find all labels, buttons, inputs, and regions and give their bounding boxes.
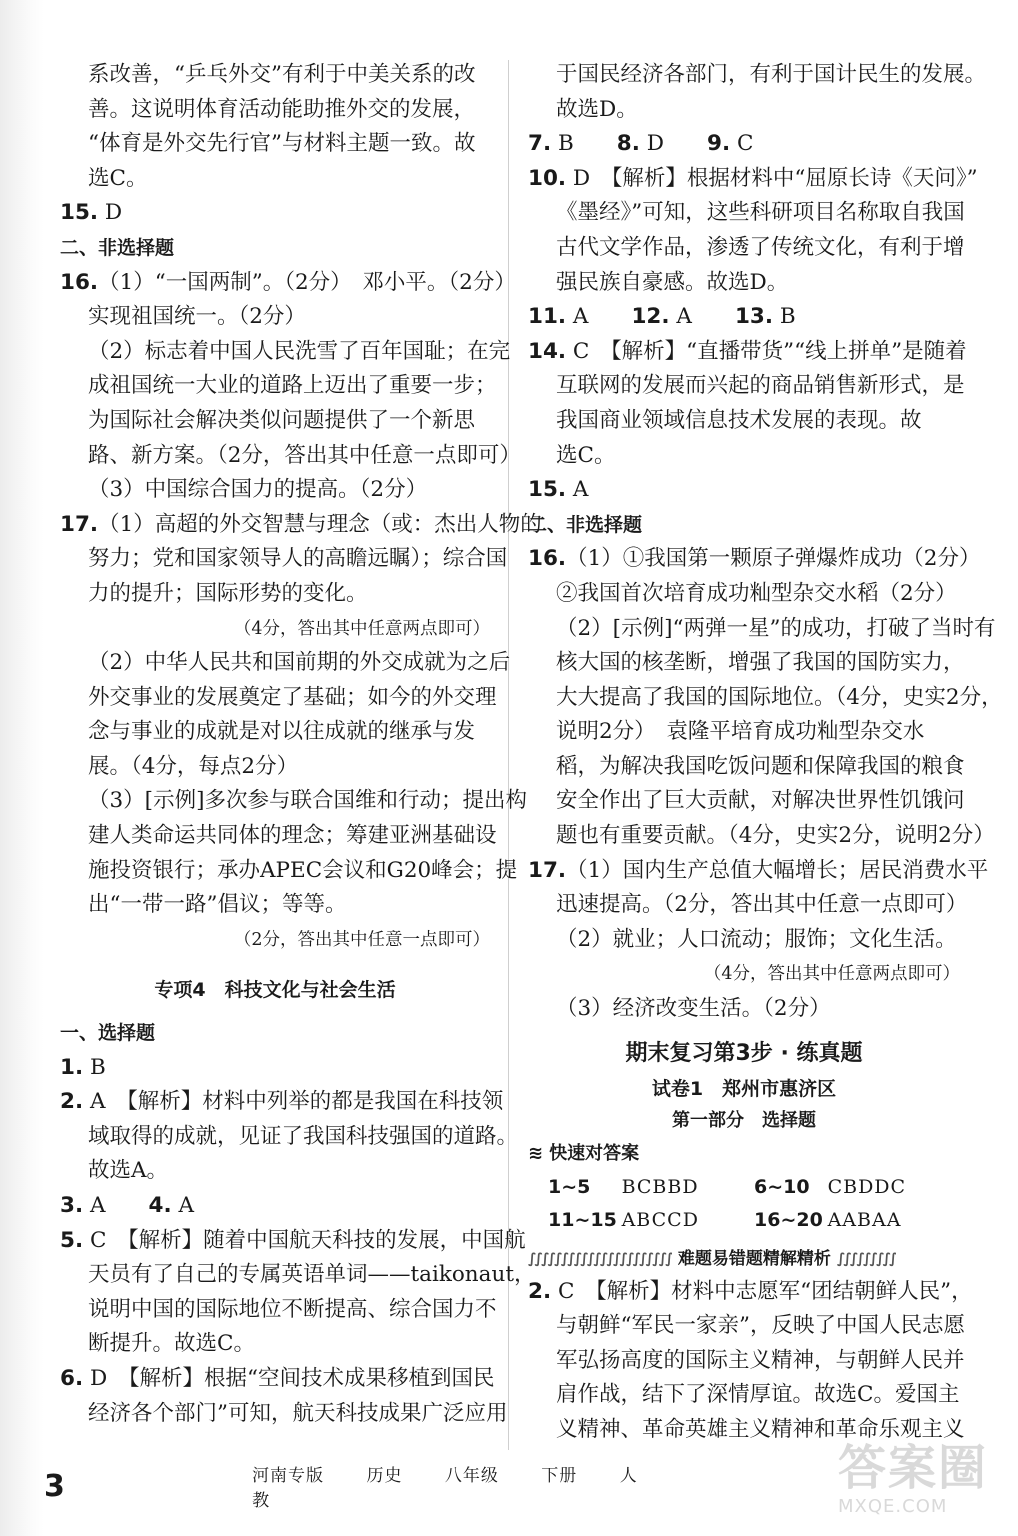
text-line [60,1327,490,1362]
text-line [60,162,490,197]
text-line [528,369,965,404]
text-line [528,577,960,612]
decorative-wave-left-icon: ∫∫∫∫∫∫∫∫∫∫∫∫∫∫∫∫∫∫∫∫∫∫ [528,1250,672,1267]
text-line [528,266,960,301]
line-text: 成祖国统一大业的道路上迈出了重要一步； [88,373,497,399]
answer-range: 16~20 [754,1208,823,1231]
text-line [528,58,987,93]
left-answer-lines [60,58,542,957]
book-meta [252,1461,664,1511]
text-line [528,646,965,681]
publisher-label: 人教 [252,1466,638,1511]
line-text: 天员有了自己的专属英语单词——taikonaut， [88,1262,536,1288]
line-text: （1）国内生产总值大幅增长；居民消费水平 [566,857,989,883]
watermark-logo: 答案圈 [838,1440,989,1496]
text-line [60,473,490,508]
text-line [60,577,490,612]
text-line [528,888,968,923]
text-line [528,1275,973,1310]
volume-label: 下册 [541,1466,578,1486]
text-line [60,335,511,370]
text-line [528,231,965,266]
line-text: 断提升。故选C。 [88,1331,255,1357]
text-line [60,508,542,543]
question-number: 3. [60,1193,84,1218]
text-line [60,231,490,266]
text-line [60,369,497,404]
text-line [60,1224,526,1259]
line-text: 域取得的成就，见证了我国科技强国的道路。 [88,1123,519,1149]
text-line [60,266,516,301]
line-text: 实现祖国统一。（2分） [88,304,306,330]
text-line [528,715,960,750]
line-text: D 【解析】根据材料中“屈原长诗《天问》” [566,165,978,191]
line-text: B [83,1054,106,1080]
text-line [60,681,497,716]
text-line [528,923,960,958]
text-line [528,300,960,335]
line-text: B [773,304,796,330]
text-line [60,127,490,162]
subject-label: 历史 [366,1466,403,1486]
text-line [528,784,965,819]
line-text: （3）中国综合国力的提高。（2分） [88,477,428,503]
line-text: 肩作战，结下了深情厚谊。故选C。爱国主 [556,1382,960,1408]
line-text: A [171,1193,195,1218]
line-text: 与朝鲜“军民一家亲”，反映了中国人民志愿 [556,1313,965,1339]
answer-letters: AABAA [827,1208,902,1231]
line-text: （2）[示例]“两弹一星”的成功，打破了当时有 [556,615,996,641]
text-line [60,1362,495,1397]
line-text: 善。这说明体育活动能助推外交的发展， [88,96,476,122]
line-text: （4分，答出其中任意两点即可） [703,964,960,985]
line-text: D [98,200,123,226]
line-text: 说明中国的国际地位不断提高、综合国力不 [88,1296,497,1322]
text-line [528,750,965,785]
line-text: 力的提升；国际形势的变化。 [88,580,368,606]
quick-answer-header [528,1137,960,1171]
line-text: （4分，答出其中任意两点即可） [233,618,490,639]
text-line [60,439,521,474]
line-text: （3）经济改变生活。（2分） [556,996,831,1022]
text-line [60,1293,497,1328]
answer-letters: BCBBD [621,1175,699,1198]
text-line [60,196,490,231]
question-number: 2. [60,1089,84,1115]
line-text: 展。（4分，每点2分） [88,753,299,779]
line-text: D [639,131,707,157]
line-text: 核大国的核垄断，增强了我国的国防实力， [556,650,965,676]
text-line [528,681,1003,716]
line-text: 选C。 [556,442,616,468]
line-text: C [730,131,754,157]
final-review-title: 期末复习第3步 · 练真题 [625,1040,863,1066]
text-line [60,1016,490,1051]
line-text: 二、非选择题 [528,513,643,536]
line-text: “体育是外交先行官”与材料主题一致。故 [88,131,476,157]
text-line [528,1309,965,1344]
answer-letters: CBDDC [827,1175,907,1198]
text-line [60,1085,504,1120]
line-text: 出“一带一路”倡议；等等。 [88,892,347,918]
line-text: （2）就业；人口流动；服饰；文化生活。 [556,926,957,952]
line-text: 《墨经》”可知，这些科研项目名称取自我国 [556,200,965,226]
page-number: 3 [44,1468,65,1504]
line-text: A [566,304,632,330]
text-line [528,162,978,197]
line-text: 于国民经济各部门，有利于国计民生的发展。 [556,62,987,87]
grade-label: 八年级 [444,1466,499,1486]
text-line [60,612,490,647]
answer-key-table [528,1171,960,1237]
question-number: 1. [60,1054,84,1080]
text-line [528,439,960,474]
question-number: 16. [60,269,99,295]
hard-question-label: 难题易错题精解精析 [677,1248,831,1269]
question-number: 14. [528,338,567,364]
question-number: 17. [60,511,99,537]
answer-row [528,1204,960,1237]
answer-letters: ABCCD [621,1208,699,1231]
line-text: D 【解析】根据“空间技术成果移植到国民 [83,1365,495,1391]
watermark-url: MXQE.COM [838,1496,948,1517]
question-number: 12. [631,304,670,330]
question-number: 15. [528,477,567,503]
line-text: （3）[示例]多次参与联合国维和行动；提出构 [88,788,527,814]
special-topic-lines [60,1016,536,1431]
quick-answer-label: 快速对答案 [549,1142,640,1164]
line-text: （2分，答出其中任意一点即可） [233,929,490,950]
text-line [60,404,490,439]
answer-range: 1~5 [548,1175,591,1198]
line-text: 建人类命运共同体的理念；筹建亚洲基础设 [88,823,497,849]
line-text: 说明2分） 袁隆平培育成功籼型杂交水 [556,719,925,745]
line-text: 故选D。 [556,96,638,122]
line-text: A [83,1193,149,1218]
text-line [528,473,960,508]
question-number: 11. [528,304,567,330]
line-text: 经济各个部门”可知，航天科技成果广泛应用 [88,1400,508,1426]
text-line [528,508,960,543]
text-line [528,404,960,439]
line-text: （2）中华人民共和国前期的外交成就为之后 [88,650,511,676]
line-text: 稻，为解决我国吃饭问题和保障我国的粮食 [556,753,965,779]
line-text: （1）高超的外交智慧与理念（或：杰出人物的 [98,511,542,537]
text-line [60,1189,490,1224]
answer-row [528,1171,960,1204]
line-text: 选C。 [88,165,148,191]
line-text: （2）标志着中国人民洗雪了百年国耻；在完 [88,338,511,364]
question-number: 10. [528,165,567,191]
page-footer [44,1466,664,1511]
line-text: 我国商业领域信息技术发展的表现。故 [556,407,922,433]
right-column [528,58,1003,1448]
text-line [528,196,965,231]
analysis-lines [528,1275,973,1448]
line-text: 军弘扬高度的国际主义精神，与朝鲜人民并 [556,1347,965,1373]
question-number: 2. [528,1278,552,1304]
text-line [60,646,511,681]
text-line [60,93,490,128]
text-line [60,888,490,923]
question-number: 7. [528,131,552,157]
text-line [528,819,995,854]
part-title: 第一部分 选择题 [672,1109,816,1131]
line-text: B [551,131,617,157]
answer-range: 6~10 [754,1175,810,1198]
line-text: 大大提高了我国的国际地位。（4分，史实2分， [556,684,1003,710]
text-line [60,784,527,819]
text-line [60,923,490,958]
decorative-wave-right-icon: ∫∫∫∫∫∫∫∫∫ [836,1250,896,1267]
text-line [528,335,967,370]
line-text: 题也有重要贡献。（4分，史实2分，说明2分） [556,823,995,849]
question-number: 8. [616,131,640,157]
line-text: 系改善，“乒乓外交”有利于中美关系的改 [88,62,476,87]
text-line [60,715,490,750]
line-text: 外交事业的发展奠定了基础；如今的外交理 [88,684,497,710]
wave-lines-icon: ≋ [528,1142,544,1164]
paper-title: 试卷1 郑州市惠济区 [651,1077,837,1100]
edition-label: 河南专版 [252,1466,325,1486]
text-line [528,1344,965,1379]
line-text: C 【解析】“直播带货”“线上拼单”是随着 [566,338,967,364]
text-line [60,1258,536,1293]
text-line [60,1154,490,1189]
text-line [60,819,497,854]
question-number: 5. [60,1227,84,1253]
question-number: 13. [734,304,774,330]
text-line [60,542,508,577]
text-line [60,1397,508,1432]
question-number: 9. [707,131,731,157]
site-watermark [838,1440,1008,1532]
line-text: ②我国首次培育成功籼型杂交水稻（2分） [556,580,957,606]
text-line [528,612,996,647]
special-topic-title: 专项4 科技文化与社会生活 [154,979,396,1002]
line-text: 互联网的发展而兴起的商品销售新形式，是 [556,373,965,399]
question-number: 4. [148,1193,172,1218]
line-text: A [566,477,589,503]
line-text: C 【解析】随着中国航天科技的发展，中国航 [83,1227,526,1253]
line-text: 故选A。 [88,1158,169,1184]
text-line [528,854,989,889]
question-number: 6. [60,1365,84,1391]
line-text: 二、非选择题 [60,236,175,259]
line-text: 为国际社会解决类似问题提供了一个新思 [88,407,476,433]
text-line [528,127,960,162]
text-line [60,1120,519,1155]
line-text: 念与事业的成就是对以往成就的继承与发 [88,719,476,745]
line-text: 安全作出了巨大贡献，对解决世界性饥饿问 [556,788,965,814]
text-line [528,957,960,992]
line-text: （1）“一国两制”。（2分） 邓小平。（2分） [98,269,516,295]
line-text: 义精神、革命英雄主义精神和革命乐观主义 [556,1417,965,1442]
text-line [528,93,960,128]
text-line [528,1378,960,1413]
line-text: 路、新方案。（2分，答出其中任意一点即可） [88,442,521,468]
text-line [60,58,490,93]
line-text: 施投资银行；承办APEC会议和G20峰会；提 [88,857,518,883]
text-line [60,1051,490,1086]
line-text: （1）①我国第一颗原子弹爆炸成功（2分） [566,546,981,572]
text-line [60,300,490,335]
hard-question-header [528,1243,960,1275]
line-text: 古代文学作品，渗透了传统文化，有利于增 [556,234,965,260]
line-text: 强民族自豪感。故选D。 [556,269,789,295]
question-number: 16. [528,546,567,572]
text-line [528,542,981,577]
line-text: 一、选择题 [60,1022,156,1045]
question-number: 17. [528,857,567,883]
text-line [60,750,490,785]
line-text: 努力；党和国家领导人的高瞻远瞩）；综合国 [88,546,508,572]
line-text: A [669,304,735,330]
text-line [60,854,518,889]
line-text: C 【解析】材料中志愿军“团结朝鲜人民”， [551,1278,973,1304]
binding-edge [0,0,44,1536]
line-text: A 【解析】材料中列举的都是我国在科技领 [83,1089,504,1115]
line-text: 迅速提高。（2分，答出其中任意一点即可） [556,892,968,918]
question-number: 15. [60,200,99,226]
answer-range: 11~15 [548,1208,617,1231]
left-column [60,58,542,1431]
text-line [528,992,960,1027]
right-answer-lines [528,58,1003,1027]
